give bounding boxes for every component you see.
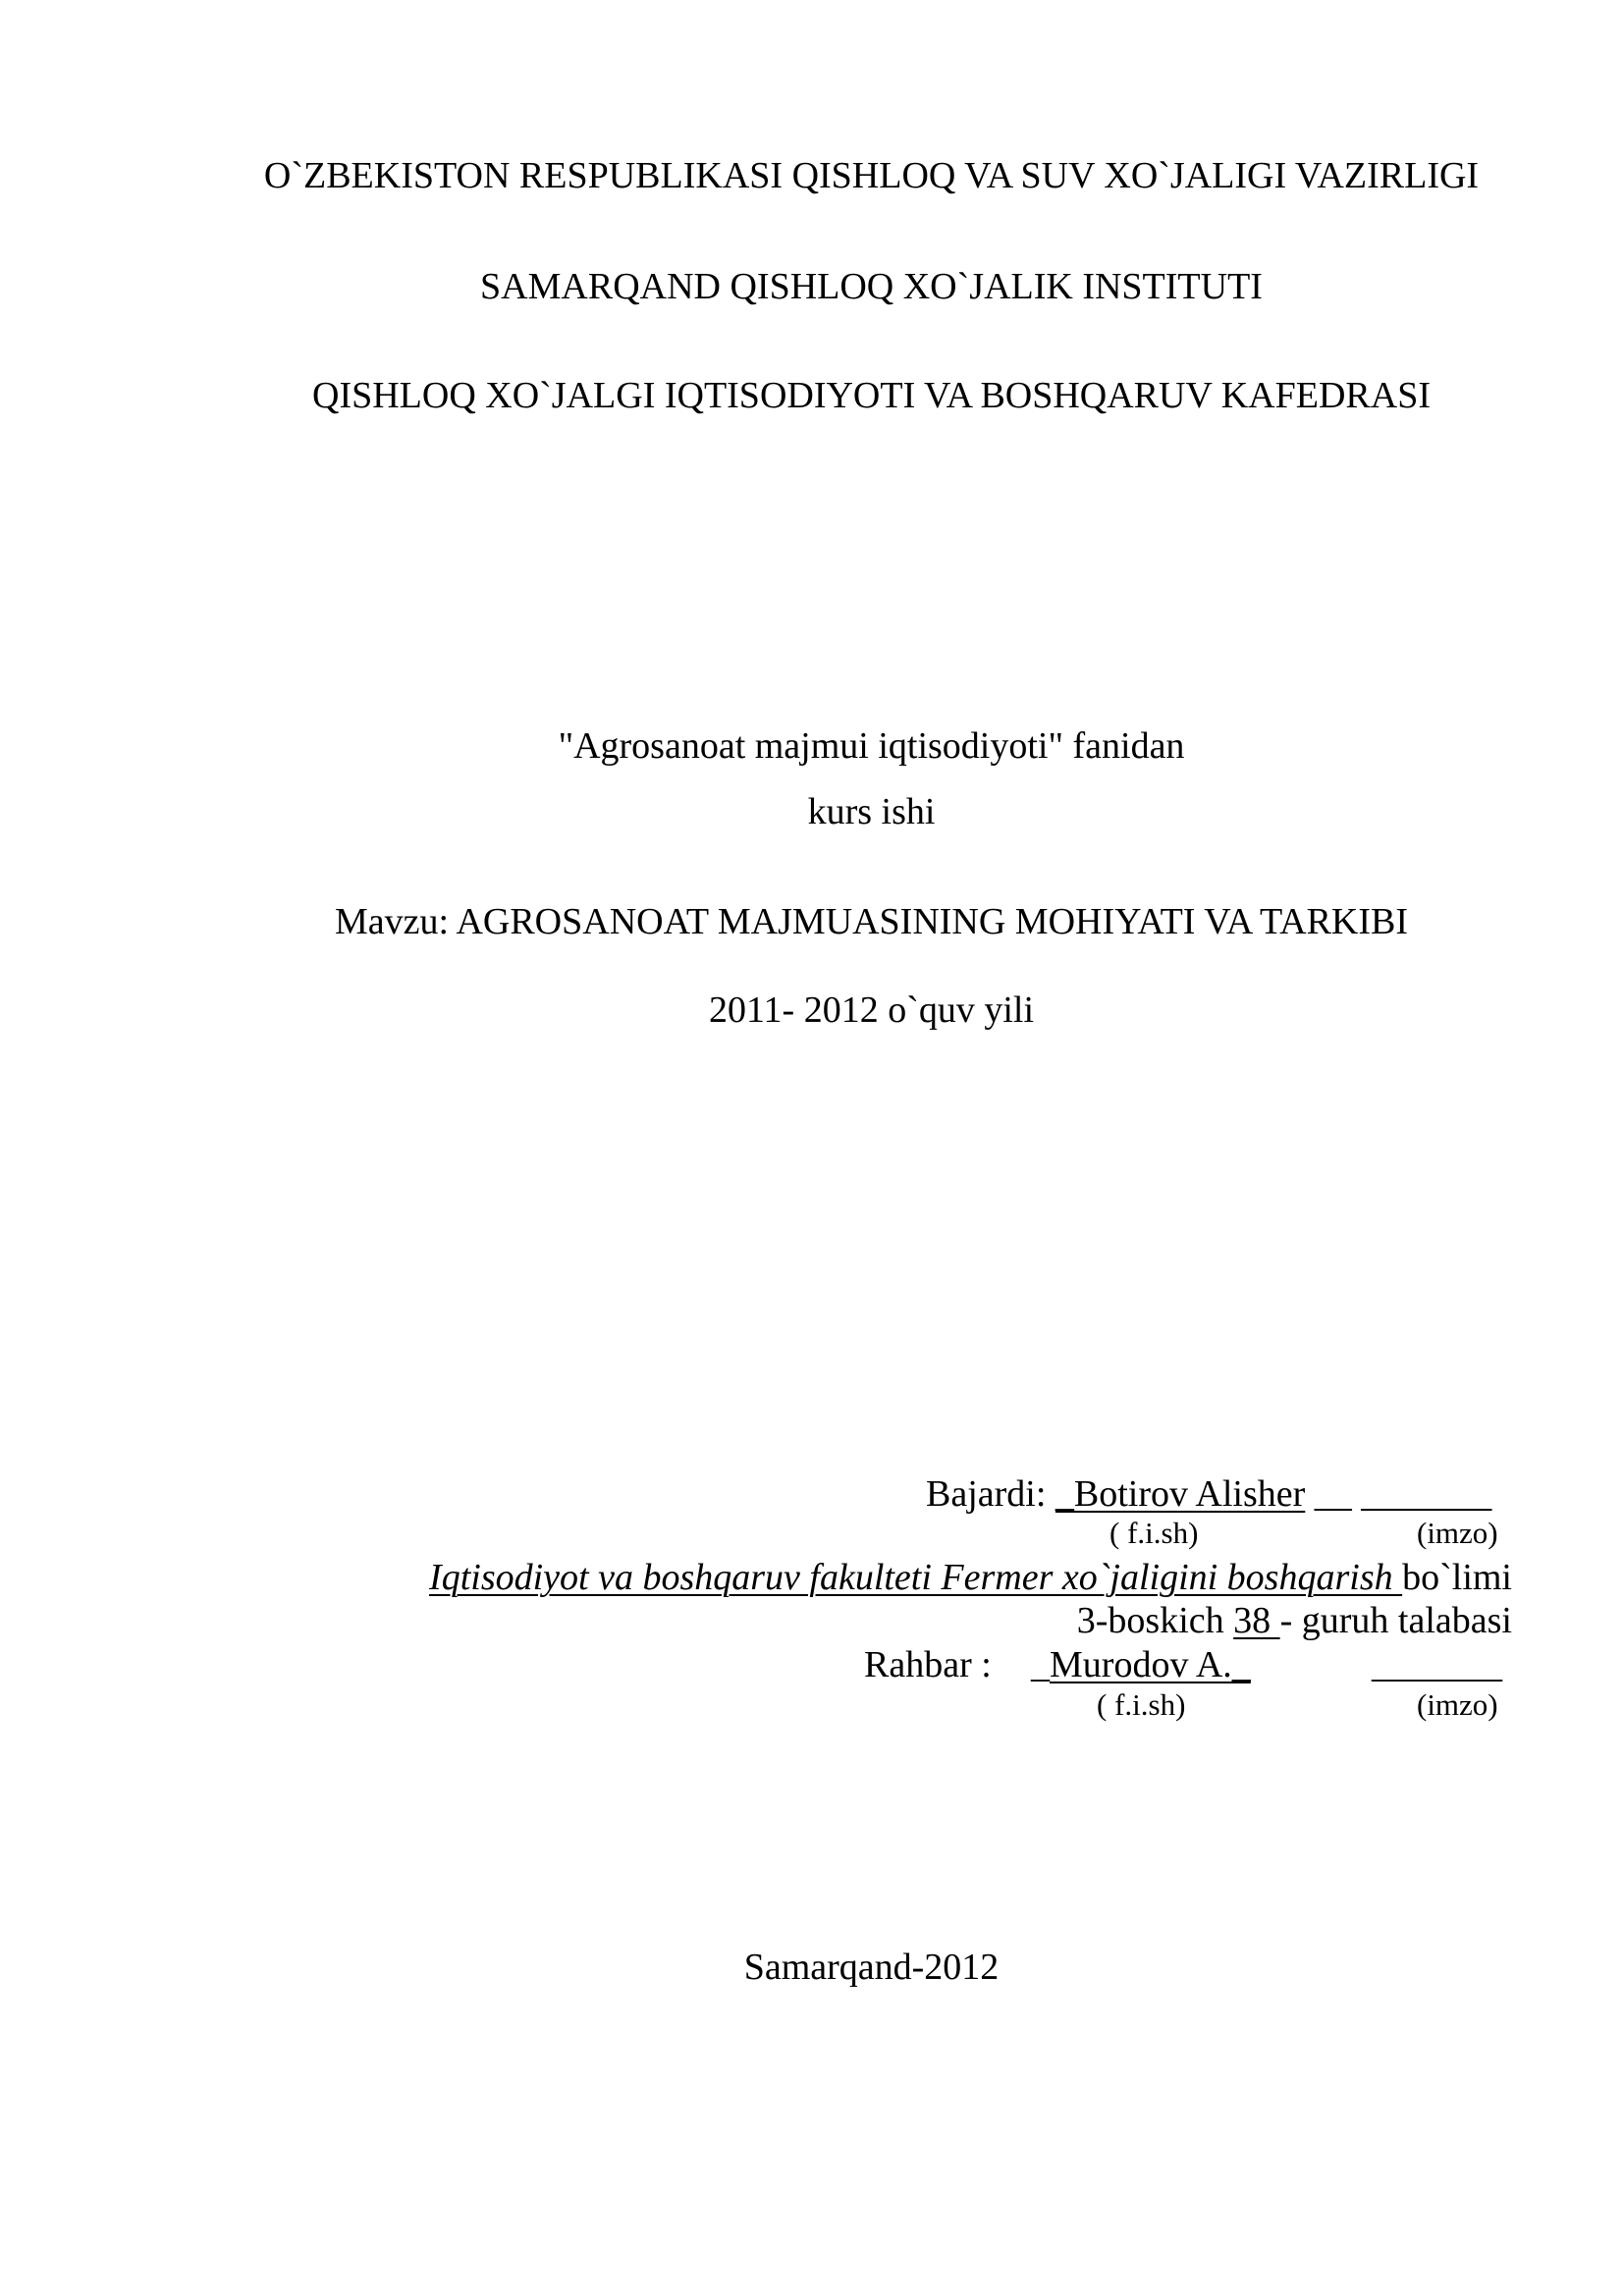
author-signature-blank: _______ [1361, 1473, 1492, 1515]
group-row [1077, 1602, 1512, 1639]
topic-title: Mavzu: AGROSANOAT MAJMUASINING MOHIYATI VA TARKIBI [334, 901, 1409, 942]
group-number: 38 [1233, 1600, 1280, 1641]
place-year: Samarqand-2012 [743, 1947, 1000, 1988]
author-row [926, 1475, 1491, 1513]
work-type: kurs ishi [807, 791, 936, 832]
author-fish-label: ( f.i.sh) [1109, 1516, 1199, 1550]
supervisor-imzo-label: (imzo) [1417, 1687, 1498, 1722]
supervisor-label: Rahbar : [864, 1644, 992, 1685]
supervisor-name-prefix: _ [1031, 1644, 1050, 1685]
group-suffix: - guruh talabasi [1279, 1600, 1512, 1641]
author-imzo-label: (imzo) [1417, 1516, 1498, 1550]
department-heading: QISHLOQ XO`JALGI IQTISODIYOTI VA BOSHQARUV KAFEDRASI [312, 375, 1431, 416]
academic-year: 2011- 2012 o`quv yili [708, 989, 1035, 1031]
subject-line: "Agrosanoat majmui iqtisodiyoti" fanidan [558, 725, 1185, 767]
supervisor-name: Murodov A._ [1050, 1644, 1251, 1685]
faculty-suffix: bo`limi [1402, 1557, 1512, 1598]
ministry-heading: O`ZBEKISTON RESPUBLIKASI QISHLOQ VA SUV XO`JALIGI VAZIRLIGI [263, 155, 1480, 196]
author-label: Bajardi: [926, 1473, 1047, 1515]
faculty-row [429, 1559, 1512, 1596]
supervisor-signature-blank: _______ [1372, 1644, 1502, 1685]
stage-prefix: 3-boskich [1076, 1600, 1224, 1641]
supervisor-name-row [1031, 1646, 1251, 1683]
author-name: _Botirov Alisher [1055, 1473, 1306, 1515]
faculty-name: Iqtisodiyot va boshqaruv fakulteti Fermer xo`jaligini boshqarish [429, 1557, 1403, 1598]
supervisor-fish-label: ( f.i.sh) [1097, 1687, 1186, 1722]
institute-heading: SAMARQAND QISHLOQ XO`JALIK INSTITUTI [480, 266, 1263, 307]
author-name-trail: __ [1314, 1473, 1352, 1515]
